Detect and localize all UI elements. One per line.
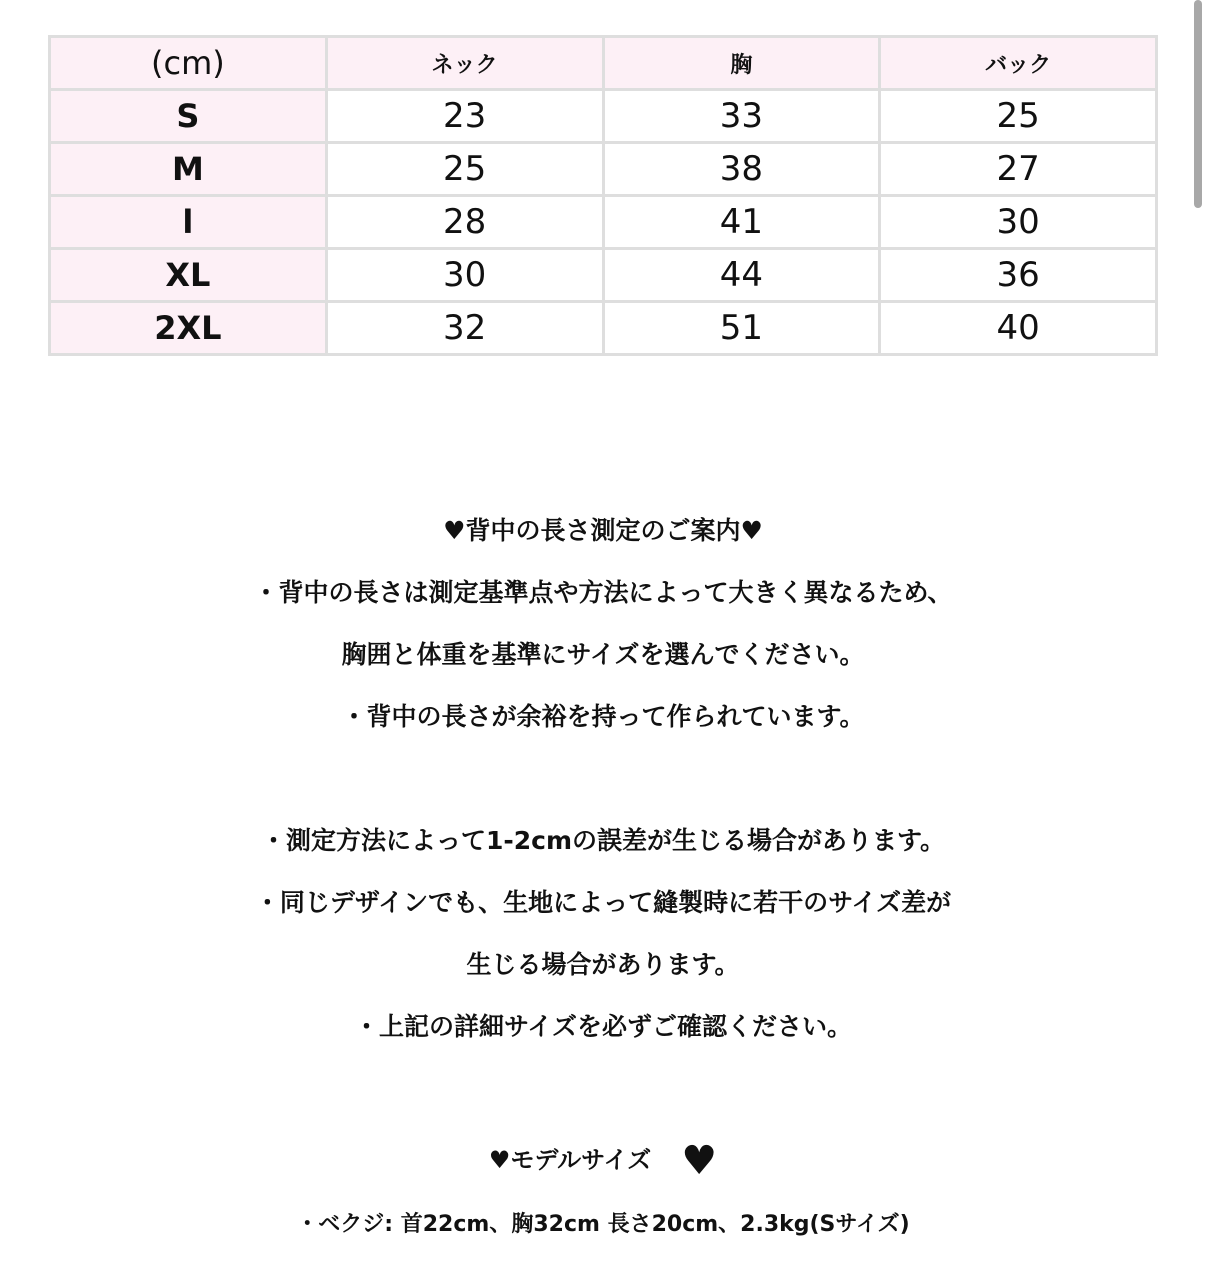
table-cell: 30	[880, 196, 1157, 249]
heart-icon: ♥	[681, 1138, 718, 1184]
table-cell: 25	[880, 90, 1157, 143]
note-line: 胸囲と体重を基準にサイズを選んでください。	[341, 640, 865, 669]
note-line: ・背中の長さが余裕を持って作られています。	[341, 702, 865, 731]
table-cell: 41	[603, 196, 880, 249]
table-cell: 30	[326, 249, 603, 302]
size-label: M	[50, 143, 327, 196]
table-cell: 23	[326, 90, 603, 143]
table-cell: 40	[880, 302, 1157, 355]
note-line: ・背中の長さは測定基準点や方法によって大きく異なるため、	[253, 578, 953, 607]
note-line: ・同じデザインでも、生地によって縫製時に若干のサイズ差が	[254, 888, 952, 917]
table-cell: 36	[880, 249, 1157, 302]
table-row	[50, 90, 1157, 143]
table-row	[50, 249, 1157, 302]
table-cell: 44	[603, 249, 880, 302]
table-cell: 27	[880, 143, 1157, 196]
scrollbar[interactable]	[1194, 0, 1202, 208]
table-cell: 32	[326, 302, 603, 355]
size-label: XL	[50, 249, 327, 302]
unit-header: (cm)	[50, 37, 327, 90]
column-header-back: バック	[880, 37, 1157, 90]
note-line: ・測定方法によって1-2cmの誤差が生じる場合があります。	[260, 826, 946, 855]
table-cell: 51	[603, 302, 880, 355]
model-title-text: ♥モデルサイズ	[488, 1146, 652, 1174]
size-label: S	[50, 90, 327, 143]
table-cell: 33	[603, 90, 880, 143]
column-header-neck: ネック	[326, 37, 603, 90]
size-table	[48, 35, 1158, 356]
table-header-row	[50, 37, 1157, 90]
size-label: l	[50, 196, 327, 249]
notes-title: ♥背中の長さ測定のご案内♥	[443, 516, 763, 545]
measurement-notes	[0, 500, 1206, 1058]
note-line: ・上記の詳細サイズを必ずご確認ください。	[353, 1012, 852, 1041]
spacer	[0, 748, 1206, 810]
model-size-detail: ・ベクジ: 首22cm、胸32cm 長さ20cm、2.3kg(Sサイズ)	[296, 1212, 910, 1237]
model-size-title	[0, 1134, 1206, 1186]
size-label: 2XL	[50, 302, 327, 355]
table-cell: 28	[326, 196, 603, 249]
table-cell: 25	[326, 143, 603, 196]
column-header-chest: 胸	[603, 37, 880, 90]
table-cell: 38	[603, 143, 880, 196]
table-row	[50, 143, 1157, 196]
table-row	[50, 302, 1157, 355]
note-line: 生じる場合があります。	[466, 950, 740, 979]
table-row	[50, 196, 1157, 249]
